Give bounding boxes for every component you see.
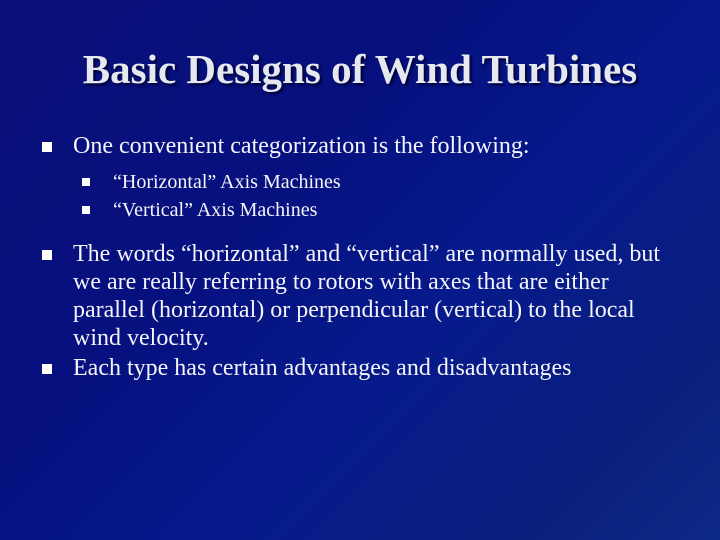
bullet-item-advantages	[42, 354, 682, 382]
bullet-item-axes-explanation	[42, 240, 682, 352]
bullet-text: Each type has certain advantages and disadvantages	[73, 355, 572, 381]
square-bullet-icon	[42, 142, 52, 152]
slide-title: Basic Designs of Wind Turbines	[82, 46, 638, 92]
square-bullet-icon	[82, 178, 90, 186]
sub-bullet-text: “Vertical” Axis Machines	[113, 199, 318, 221]
bullet-item-categorization	[42, 132, 682, 160]
square-bullet-icon	[82, 206, 90, 214]
square-bullet-icon	[42, 250, 52, 260]
bullet-list	[42, 132, 682, 384]
sub-bullet-vertical	[42, 198, 682, 222]
sub-bullet-horizontal	[42, 170, 682, 194]
bullet-text: One convenient categorization is the following:	[73, 133, 530, 159]
sub-bullet-text: “Horizontal” Axis Machines	[113, 171, 341, 193]
bullet-text: The words “horizontal” and “vertical” are normally used, but we are really referring to rotors with axes that are either parallel (horizontal) or perpendicular (vertical) to the local wind velocity.	[73, 241, 661, 351]
square-bullet-icon	[42, 364, 52, 374]
